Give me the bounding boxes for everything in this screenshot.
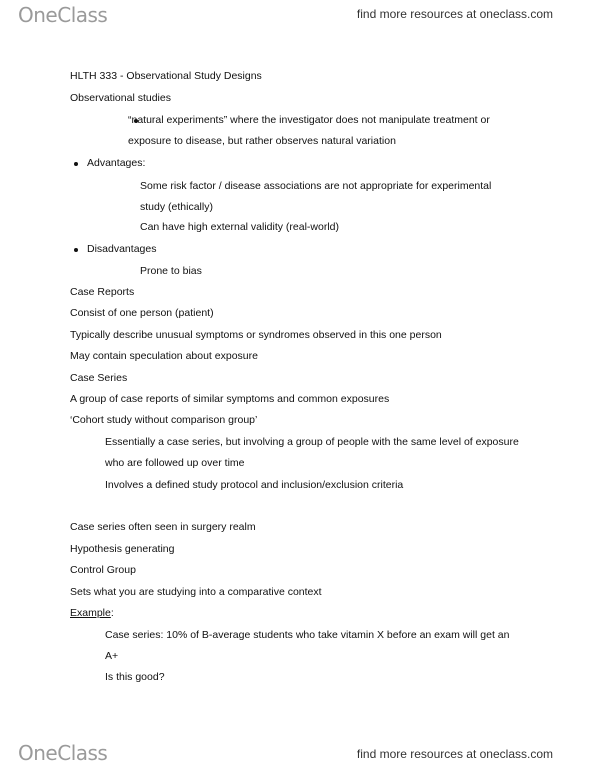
- case-series-line-4: Involves a defined study protocol and inclusion/exclusion criteria: [105, 479, 404, 491]
- example-label: Example: [70, 607, 111, 619]
- footer-tagline-link[interactable]: find more resources at oneclass.com: [356, 747, 553, 761]
- case-reports-line-3: May contain speculation about exposure: [70, 350, 258, 362]
- advantage-line-1b: study (ethically): [140, 201, 213, 213]
- advantage-line-2: Can have high external validity (real-world): [140, 221, 340, 233]
- example-line-1a: Case series: 10% of B-average students who take vitamin X before an exam will get an: [105, 629, 510, 641]
- disadvantage-line-1: Prone to bias: [140, 265, 202, 277]
- advantages-heading: Advantages:: [87, 157, 146, 169]
- document-title: HLTH 333 - Observational Study Designs: [70, 70, 262, 82]
- case-series-line-3b: who are followed up over time: [105, 457, 245, 469]
- case-reports-line-2: Typically describe unusual symptoms or syndromes observed in this one person: [70, 329, 442, 341]
- control-group-line-1: Sets what you are studying into a comparative context: [70, 586, 322, 598]
- disadvantages-heading: Disadvantages: [87, 243, 157, 255]
- example-line-2: Is this good?: [105, 671, 165, 683]
- example-heading: [70, 607, 114, 619]
- case-reports-line-1: Consist of one person (patient): [70, 307, 214, 319]
- case-reports-heading: Case Reports: [70, 286, 135, 298]
- header-tagline-link[interactable]: find more resources at oneclass.com: [356, 7, 553, 21]
- oneclass-logo[interactable]: OneClass: [18, 741, 108, 765]
- oneclass-logo[interactable]: OneClass: [18, 3, 108, 27]
- bullet-marker: [74, 162, 78, 166]
- obs-bullet-line-1: “natural experiments” where the investigator does not manipulate treatment or: [128, 114, 490, 126]
- obs-bullet-line-2: exposure to disease, but rather observes natural variation: [128, 135, 396, 147]
- control-group-heading: Control Group: [70, 564, 136, 576]
- case-series-line-6: Hypothesis generating: [70, 543, 175, 555]
- case-series-line-5: Case series often seen in surgery realm: [70, 521, 256, 533]
- advantage-line-1a: Some risk factor / disease associations are not appropriate for experimental: [140, 180, 492, 192]
- example-line-1b: A+: [105, 650, 119, 662]
- bullet-marker: [74, 248, 78, 252]
- case-series-line-2: ‘Cohort study without comparison group’: [70, 414, 258, 426]
- observational-studies-heading: Observational studies: [70, 92, 171, 104]
- example-colon: :: [110, 607, 114, 619]
- case-series-line-3a: Essentially a case series, but involving a group of people with the same level of exposure: [105, 436, 519, 448]
- case-series-line-1: A group of case reports of similar symptoms and common exposures: [70, 393, 390, 405]
- case-series-heading: Case Series: [70, 372, 128, 384]
